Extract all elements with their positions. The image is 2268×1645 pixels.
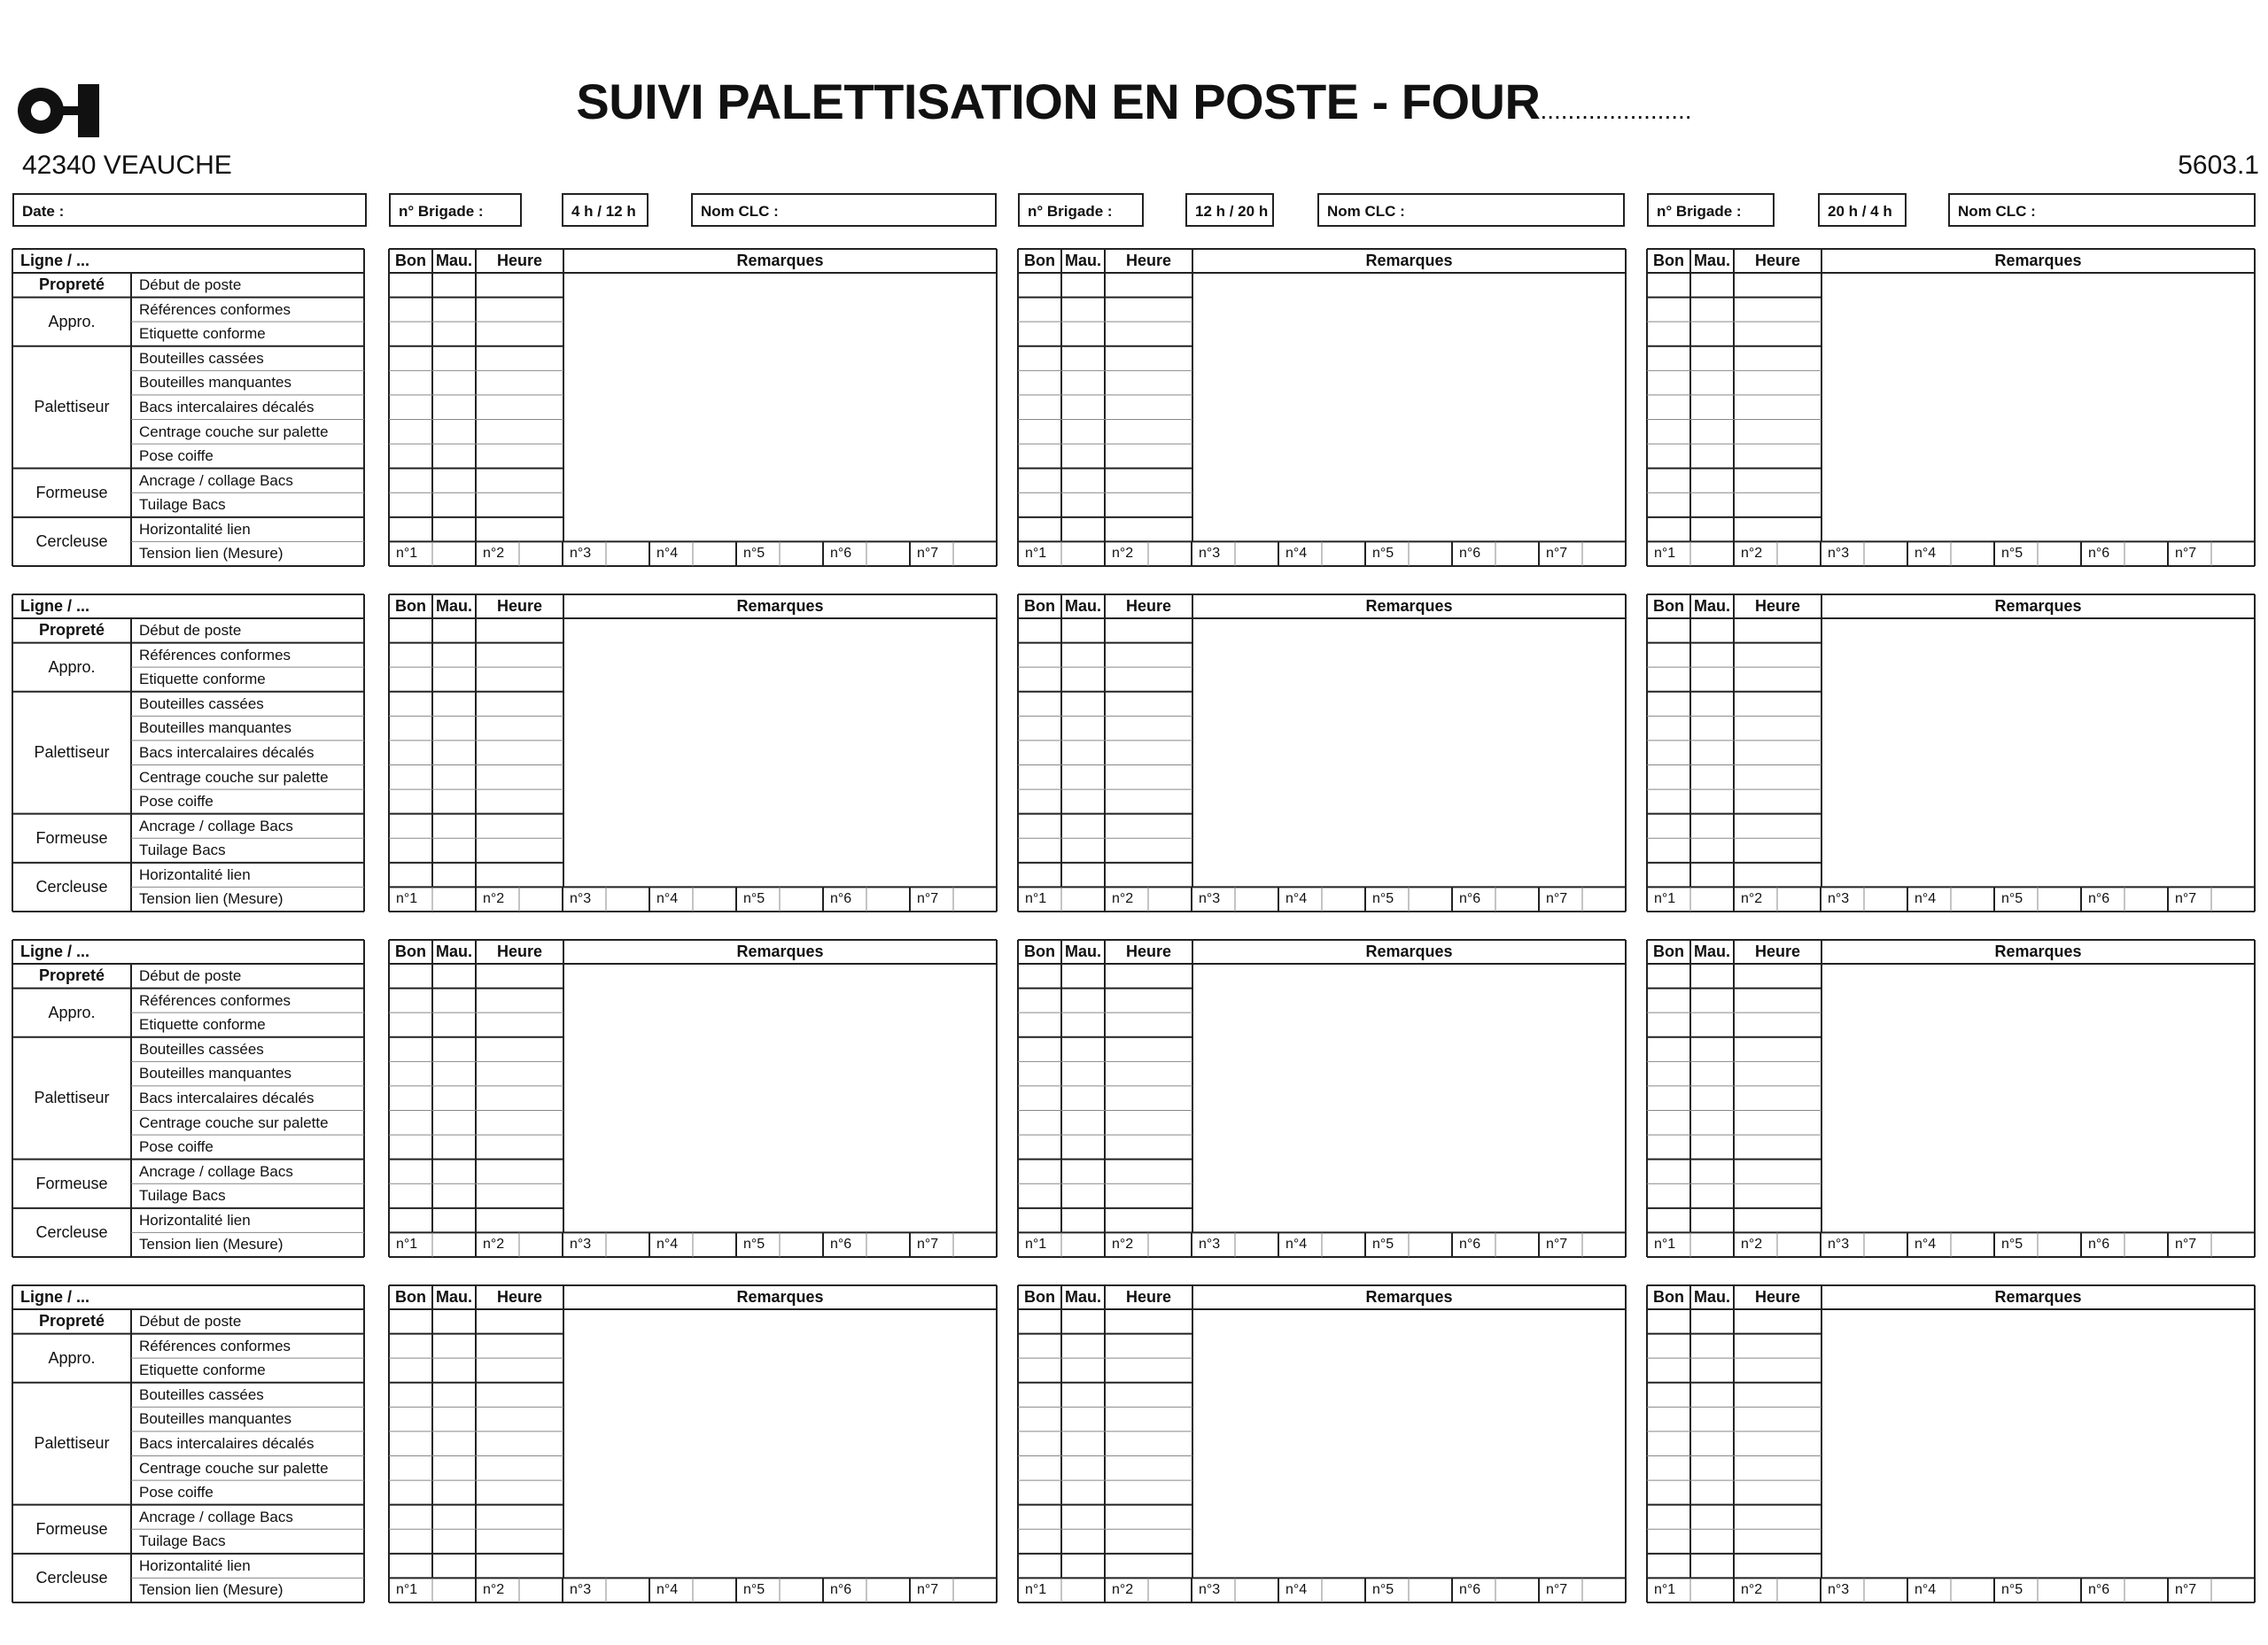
checklist-item: Bouteilles cassées	[139, 1040, 264, 1058]
checklist-item: Bouteilles manquantes	[139, 1410, 292, 1428]
sample-number-7: n°7	[917, 891, 939, 907]
checklist-item: Bouteilles manquantes	[139, 719, 292, 737]
checklist-item: Ancrage / collage Bacs	[139, 471, 293, 489]
section-label-0: Propreté	[38, 966, 105, 984]
sample-number-2: n°2	[483, 1237, 505, 1253]
checklist-item: Tuilage Bacs	[139, 1532, 226, 1550]
sample-number-3: n°3	[1828, 546, 1850, 562]
checklist-item: Références conformes	[139, 300, 291, 318]
checklist-item: Etiquette conforme	[139, 1016, 266, 1034]
line-number-header: Ligne / ...	[20, 943, 90, 960]
checklist-item: Tension lien (Mesure)	[139, 545, 284, 563]
sample-number-7: n°7	[2175, 1582, 2197, 1598]
sample-number-4: n°4	[656, 1237, 679, 1253]
bon-column-header: Bon	[1653, 943, 1684, 960]
section-label-1: Appro.	[48, 657, 96, 676]
sample-number-4: n°4	[1285, 1237, 1308, 1253]
line-number-header: Ligne / ...	[20, 252, 90, 269]
sample-number-1: n°1	[1025, 546, 1047, 562]
checklist-item: Bacs intercalaires décalés	[139, 1089, 315, 1106]
sample-number-4: n°4	[1915, 1237, 1937, 1253]
section-label-2: Palettiseur	[34, 742, 110, 761]
sample-number-6: n°6	[2088, 1582, 2110, 1598]
checklist-item: Centrage couche sur palette	[139, 768, 329, 786]
mau-column-header: Mau.	[1064, 252, 1101, 269]
mau-column-header: Mau.	[435, 943, 472, 960]
checklist-item: Bacs intercalaires décalés	[139, 398, 315, 415]
sample-number-7: n°7	[917, 1237, 939, 1253]
sample-number-7: n°7	[2175, 546, 2197, 562]
section-label-4: Cercleuse	[35, 1222, 108, 1241]
sample-number-4: n°4	[656, 1582, 679, 1598]
section-label-1: Appro.	[48, 1348, 96, 1367]
checklist-item: Bouteilles cassées	[139, 349, 264, 367]
section-label-0: Propreté	[38, 1312, 105, 1330]
section-label-3: Formeuse	[35, 1519, 108, 1538]
checklist-item: Bouteilles cassées	[139, 694, 264, 712]
section-label-2: Palettiseur	[34, 1088, 110, 1106]
remarques-column-header: Remarques	[1365, 1288, 1453, 1306]
sample-number-7: n°7	[1546, 1237, 1568, 1253]
sample-number-1: n°1	[1654, 546, 1676, 562]
checklist-item: Pose coiffe	[139, 447, 214, 465]
sample-number-1: n°1	[1654, 1582, 1676, 1598]
heure-column-header: Heure	[496, 597, 543, 615]
heure-column-header: Heure	[1754, 943, 1801, 960]
section-label-0: Propreté	[38, 275, 105, 293]
sample-number-6: n°6	[830, 546, 852, 562]
sample-number-6: n°6	[2088, 546, 2110, 562]
mau-column-header: Mau.	[435, 597, 472, 615]
line-number-header: Ligne / ...	[20, 1288, 90, 1306]
sample-number-6: n°6	[830, 891, 852, 907]
section-label-1: Appro.	[48, 312, 96, 330]
sample-number-4: n°4	[1915, 546, 1937, 562]
heure-column-header: Heure	[1125, 252, 1172, 269]
sample-number-6: n°6	[1459, 546, 1481, 562]
sample-number-2: n°2	[1741, 1582, 1763, 1598]
sample-number-1: n°1	[396, 546, 418, 562]
sample-number-6: n°6	[2088, 891, 2110, 907]
sample-number-1: n°1	[1654, 891, 1676, 907]
checklist-item: Tuilage Bacs	[139, 1187, 226, 1205]
section-label-4: Cercleuse	[35, 532, 108, 550]
sample-number-1: n°1	[1025, 1582, 1047, 1598]
sample-number-4: n°4	[1285, 1582, 1308, 1598]
sample-number-2: n°2	[1112, 546, 1134, 562]
sample-number-5: n°5	[2001, 1237, 2023, 1253]
bon-column-header: Bon	[1653, 1288, 1684, 1306]
sample-number-4: n°4	[656, 891, 679, 907]
sample-number-5: n°5	[2001, 891, 2023, 907]
sample-number-2: n°2	[483, 1582, 505, 1598]
sample-number-7: n°7	[1546, 546, 1568, 562]
checklist-item: Début de poste	[139, 1313, 242, 1330]
sample-number-3: n°3	[1199, 546, 1221, 562]
sample-number-5: n°5	[1372, 1582, 1394, 1598]
heure-column-header: Heure	[496, 943, 543, 960]
bon-column-header: Bon	[395, 597, 426, 615]
checklist-item: Début de poste	[139, 967, 242, 984]
shift-2-hours-label: 12 h / 20 h	[1195, 203, 1269, 220]
sample-number-2: n°2	[1741, 1237, 1763, 1253]
line-number-header: Ligne / ...	[20, 597, 90, 615]
remarques-column-header: Remarques	[1365, 252, 1453, 269]
bon-column-header: Bon	[1024, 252, 1055, 269]
checklist-item: Début de poste	[139, 276, 242, 293]
sample-number-5: n°5	[743, 1237, 765, 1253]
checklist-item: Tuilage Bacs	[139, 496, 226, 514]
remarques-column-header: Remarques	[1994, 943, 2082, 960]
sample-number-6: n°6	[2088, 1237, 2110, 1253]
section-label-4: Cercleuse	[35, 877, 108, 896]
sample-number-4: n°4	[1915, 1582, 1937, 1598]
sample-number-3: n°3	[570, 546, 592, 562]
bon-column-header: Bon	[1024, 1288, 1055, 1306]
checklist-item: Etiquette conforme	[139, 671, 266, 688]
remarques-column-header: Remarques	[736, 1288, 824, 1306]
checklist-item: Ancrage / collage Bacs	[139, 1162, 293, 1180]
remarques-column-header: Remarques	[1994, 1288, 2082, 1306]
sample-number-4: n°4	[656, 546, 679, 562]
section-label-4: Cercleuse	[35, 1568, 108, 1587]
checklist-item: Bouteilles cassées	[139, 1385, 264, 1403]
checklist-item: Horizontalité lien	[139, 865, 251, 883]
sample-number-5: n°5	[1372, 1237, 1394, 1253]
section-label-1: Appro.	[48, 1003, 96, 1021]
heure-column-header: Heure	[1754, 597, 1801, 615]
shift-3-clc-label: Nom CLC :	[1958, 203, 2036, 220]
plant-address: 42340 VEAUCHE	[22, 151, 232, 180]
heure-column-header: Heure	[1125, 1288, 1172, 1306]
sample-number-5: n°5	[2001, 546, 2023, 562]
sample-number-2: n°2	[483, 546, 505, 562]
section-label-2: Palettiseur	[34, 1433, 110, 1452]
shift-3-brigade-label: n° Brigade :	[1657, 203, 1742, 220]
checklist-item: Tension lien (Mesure)	[139, 890, 284, 908]
section-label-3: Formeuse	[35, 483, 108, 501]
sample-number-6: n°6	[1459, 1582, 1481, 1598]
heure-column-header: Heure	[1125, 597, 1172, 615]
checklist-item: Centrage couche sur palette	[139, 1459, 329, 1477]
sample-number-3: n°3	[1199, 1582, 1221, 1598]
sample-number-5: n°5	[2001, 1582, 2023, 1598]
checklist-item: Bouteilles manquantes	[139, 374, 292, 392]
sample-number-6: n°6	[1459, 891, 1481, 907]
heure-column-header: Heure	[1754, 252, 1801, 269]
sample-number-7: n°7	[1546, 891, 1568, 907]
remarques-column-header: Remarques	[736, 252, 824, 269]
form-title-text: SUIVI PALETTISATION EN POSTE - FOUR	[576, 74, 1541, 129]
checklist-item: Bouteilles manquantes	[139, 1065, 292, 1082]
remarques-column-header: Remarques	[1994, 252, 2082, 269]
section-label-3: Formeuse	[35, 828, 108, 847]
furnace-number-blank: ......................	[1540, 97, 1692, 124]
bon-column-header: Bon	[395, 943, 426, 960]
sample-number-2: n°2	[1112, 1237, 1134, 1253]
sample-number-2: n°2	[1741, 546, 1763, 562]
checklist-item: Centrage couche sur palette	[139, 423, 329, 440]
checklist-item: Bacs intercalaires décalés	[139, 1434, 315, 1452]
remarques-column-header: Remarques	[736, 943, 824, 960]
section-label-3: Formeuse	[35, 1174, 108, 1192]
sample-number-3: n°3	[1199, 1237, 1221, 1253]
sample-number-3: n°3	[570, 891, 592, 907]
heure-column-header: Heure	[1125, 943, 1172, 960]
checklist-item: Bacs intercalaires décalés	[139, 743, 315, 761]
remarques-column-header: Remarques	[1365, 597, 1453, 615]
sample-number-3: n°3	[1828, 891, 1850, 907]
sample-number-6: n°6	[1459, 1237, 1481, 1253]
shift-2-brigade-label: n° Brigade :	[1028, 203, 1113, 220]
bon-column-header: Bon	[1024, 943, 1055, 960]
sample-number-5: n°5	[743, 1582, 765, 1598]
sample-number-4: n°4	[1285, 891, 1308, 907]
checklist-item: Références conformes	[139, 646, 291, 663]
sample-number-3: n°3	[570, 1237, 592, 1253]
sample-number-1: n°1	[1025, 1237, 1047, 1253]
checklist-item: Horizontalité lien	[139, 1211, 251, 1229]
shift-1-clc-label: Nom CLC :	[701, 203, 779, 220]
checklist-item: Pose coiffe	[139, 1138, 214, 1156]
mau-column-header: Mau.	[1693, 252, 1730, 269]
sample-number-3: n°3	[1828, 1237, 1850, 1253]
sample-number-6: n°6	[830, 1237, 852, 1253]
checklist-item: Etiquette conforme	[139, 325, 266, 343]
sample-number-7: n°7	[2175, 891, 2197, 907]
heure-column-header: Heure	[496, 1288, 543, 1306]
sample-number-1: n°1	[1025, 891, 1047, 907]
checklist-item: Pose coiffe	[139, 793, 214, 811]
bon-column-header: Bon	[1024, 597, 1055, 615]
bon-column-header: Bon	[395, 252, 426, 269]
heure-column-header: Heure	[1754, 1288, 1801, 1306]
sample-number-5: n°5	[1372, 546, 1394, 562]
sample-number-7: n°7	[917, 546, 939, 562]
sample-number-3: n°3	[1199, 891, 1221, 907]
bon-column-header: Bon	[395, 1288, 426, 1306]
checklist-item: Tuilage Bacs	[139, 842, 226, 859]
checklist-item: Pose coiffe	[139, 1484, 214, 1501]
mau-column-header: Mau.	[1064, 597, 1101, 615]
sample-number-5: n°5	[1372, 891, 1394, 907]
mau-column-header: Mau.	[1064, 943, 1101, 960]
shift-1-brigade-label: n° Brigade :	[399, 203, 484, 220]
remarques-column-header: Remarques	[1365, 943, 1453, 960]
section-label-0: Propreté	[38, 621, 105, 639]
shift-3-hours-label: 20 h / 4 h	[1828, 203, 1892, 220]
remarques-column-header: Remarques	[736, 597, 824, 615]
checklist-item: Horizontalité lien	[139, 520, 251, 538]
bon-column-header: Bon	[1653, 597, 1684, 615]
mau-column-header: Mau.	[435, 252, 472, 269]
mau-column-header: Mau.	[435, 1288, 472, 1306]
remarques-column-header: Remarques	[1994, 597, 2082, 615]
shift-1-hours-label: 4 h / 12 h	[571, 203, 636, 220]
mau-column-header: Mau.	[1693, 943, 1730, 960]
sample-number-2: n°2	[483, 891, 505, 907]
checklist-item: Horizontalité lien	[139, 1556, 251, 1574]
sample-number-1: n°1	[1654, 1237, 1676, 1253]
sample-number-1: n°1	[396, 1237, 418, 1253]
sample-number-6: n°6	[830, 1582, 852, 1598]
checklist-item: Références conformes	[139, 1337, 291, 1354]
sample-number-5: n°5	[743, 891, 765, 907]
sample-number-1: n°1	[396, 891, 418, 907]
bon-column-header: Bon	[1653, 252, 1684, 269]
form-reference: 5603.1	[2178, 151, 2259, 180]
mau-column-header: Mau.	[1064, 1288, 1101, 1306]
sample-number-2: n°2	[1741, 891, 1763, 907]
checklist-item: Tension lien (Mesure)	[139, 1581, 284, 1599]
sample-number-5: n°5	[743, 546, 765, 562]
date-label: Date :	[22, 203, 65, 220]
checklist-item: Ancrage / collage Bacs	[139, 1508, 293, 1525]
sample-number-7: n°7	[1546, 1582, 1568, 1598]
checklist-item: Ancrage / collage Bacs	[139, 817, 293, 834]
sample-number-3: n°3	[570, 1582, 592, 1598]
sample-number-1: n°1	[396, 1582, 418, 1598]
checklist-item: Références conformes	[139, 991, 291, 1009]
heure-column-header: Heure	[496, 252, 543, 269]
sample-number-3: n°3	[1828, 1582, 1850, 1598]
checklist-item: Centrage couche sur palette	[139, 1113, 329, 1131]
section-label-2: Palettiseur	[34, 397, 110, 415]
shift-2-clc-label: Nom CLC :	[1327, 203, 1405, 220]
sample-number-7: n°7	[917, 1582, 939, 1598]
sample-number-4: n°4	[1285, 546, 1308, 562]
sample-number-4: n°4	[1915, 891, 1937, 907]
mau-column-header: Mau.	[1693, 597, 1730, 615]
checklist-item: Début de poste	[139, 622, 242, 639]
checklist-item: Tension lien (Mesure)	[139, 1236, 284, 1253]
checklist-item: Etiquette conforme	[139, 1362, 266, 1379]
sample-number-2: n°2	[1112, 1582, 1134, 1598]
sample-number-7: n°7	[2175, 1237, 2197, 1253]
mau-column-header: Mau.	[1693, 1288, 1730, 1306]
sample-number-2: n°2	[1112, 891, 1134, 907]
